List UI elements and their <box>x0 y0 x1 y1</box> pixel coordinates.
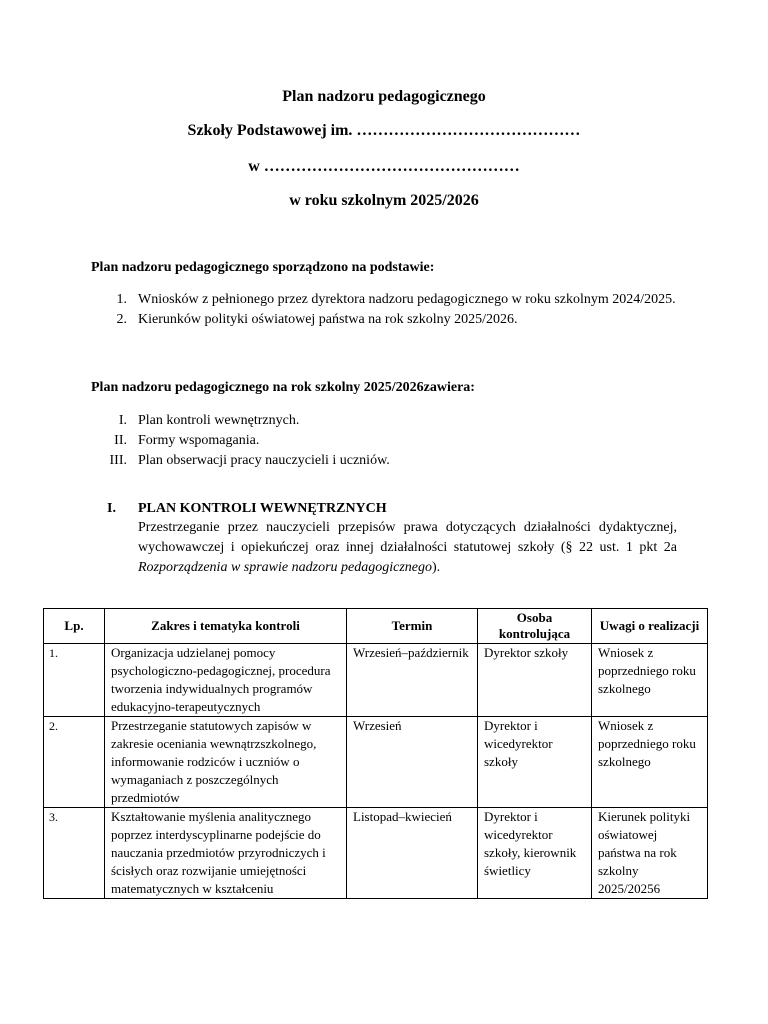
list-item-text: Wniosków z pełnionego przez dyrektora nadzoru pedagogicznego w roku szkolnym 2024/2025. <box>138 292 676 307</box>
list-item-text: Formy wspomagania. <box>138 433 260 448</box>
cell-notes: Wniosek z poprzedniego roku szkolnego <box>592 717 708 808</box>
table-row <box>44 808 708 899</box>
list-item-text: Kierunków polityki oświatowej państwa na rok szkolny 2025/2026. <box>138 312 518 327</box>
cell-inspector: Dyrektor szkoły <box>478 644 592 717</box>
cell-notes: Kierunek polityki oświatowej państwa na rok szkolny 2025/20256 <box>592 808 708 899</box>
column-header-lp: Lp. <box>44 609 105 644</box>
section-description <box>138 518 677 578</box>
column-header-scope: Zakres i tematyka kontroli <box>105 609 347 644</box>
cell-lp: 2. <box>44 717 105 808</box>
column-header-date: Termin <box>347 609 478 644</box>
section-title: PLAN KONTROLI WEWNĘTRZNYCH <box>138 501 387 516</box>
list-item-number: 1. <box>116 292 127 307</box>
section-number: I. <box>107 501 116 516</box>
control-plan-table <box>43 608 708 899</box>
column-header-notes: Uwagi o realizacji <box>592 609 708 644</box>
list-item <box>91 451 677 471</box>
section-body-text: Przestrzeganie przez nauczycieli przepisów prawa dotyczących działalności dydaktycznej, wychowawczej i opiekuńczej oraz innej działalności statutowej szkoły (§ 22 ust. 1 pkt 2a <box>138 520 677 555</box>
location-line: w ………………………………………… <box>248 158 520 175</box>
school-name-line: Szkoły Podstawowej im. …………………………………… <box>187 122 581 139</box>
cell-date: Wrzesień <box>347 717 478 808</box>
contents-list <box>91 411 677 471</box>
section-body-end: ). <box>432 560 441 575</box>
list-item-number: III. <box>109 453 127 468</box>
cell-notes: Wniosek z poprzedniego roku szkolnego <box>592 644 708 717</box>
basis-list <box>91 290 677 330</box>
cell-inspector: Dyrektor i wicedyrektor szkoły <box>478 717 592 808</box>
list-item-number: II. <box>114 433 127 448</box>
cell-scope: Przestrzeganie statutowych zapisów w zakresie oceniania wewnątrzszkolnego, informowanie rodziców i uczniów o wymaganiach z poszczególnych przedmiotów <box>105 717 347 808</box>
cell-lp: 1. <box>44 644 105 717</box>
list-item-number: I. <box>118 413 127 428</box>
cell-date: Listopad–kwiecień <box>347 808 478 899</box>
list-item <box>91 431 677 451</box>
table-header-row <box>44 609 708 644</box>
table-row <box>44 717 708 808</box>
table-row <box>44 644 708 717</box>
cell-scope: Organizacja udzielanej pomocy psychologiczno-pedagogicznej, procedura tworzenia indywidualnych programów edukacyjno-terapeutycznych <box>105 644 347 717</box>
school-year-line: w roku szkolnym 2025/2026 <box>289 192 479 209</box>
list-item-text: Plan kontroli wewnętrznych. <box>138 413 300 428</box>
cell-date: Wrzesień–październik <box>347 644 478 717</box>
list-item-number: 2. <box>116 312 127 327</box>
column-header-inspector: Osoba kontrolująca <box>478 609 592 644</box>
list-item <box>91 310 677 330</box>
cell-scope: Kształtowanie myślenia analitycznego poprzez interdyscyplinarne podejście do nauczania przedmiotów przyrodniczych i ścisłych oraz rozwijanie umiejętności matematycznych w kształceniu <box>105 808 347 899</box>
list-item-text: Plan obserwacji pracy nauczycieli i uczniów. <box>138 453 390 468</box>
list-item <box>91 290 677 310</box>
basis-heading: Plan nadzoru pedagogicznego sporządzono na podstawie: <box>91 260 435 275</box>
contents-heading: Plan nadzoru pedagogicznego na rok szkolny 2025/2026zawiera: <box>91 380 475 395</box>
cell-inspector: Dyrektor i wicedyrektor szkoły, kierownik świetlicy <box>478 808 592 899</box>
regulation-title: Rozporządzenia w sprawie nadzoru pedagogicznego <box>138 560 432 575</box>
list-item <box>91 411 677 431</box>
cell-lp: 3. <box>44 808 105 899</box>
document-title: Plan nadzoru pedagogicznego <box>282 88 486 105</box>
